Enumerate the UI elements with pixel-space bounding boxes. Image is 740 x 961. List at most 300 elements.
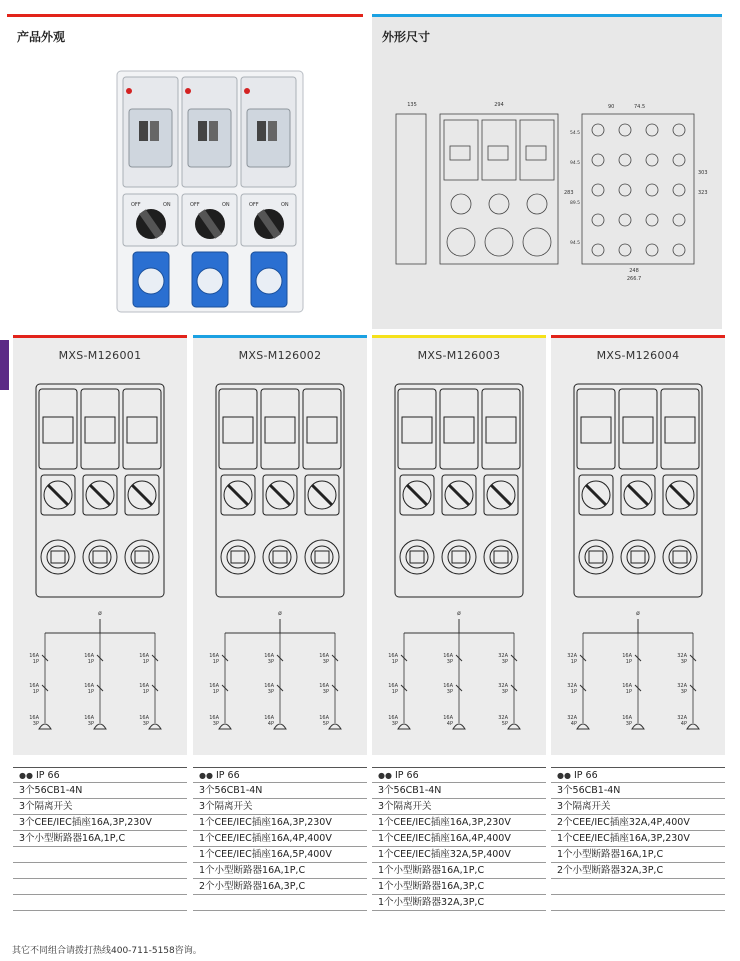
breaker-window	[127, 417, 157, 443]
front-upper-module	[444, 120, 478, 180]
front-upper-module	[482, 120, 516, 180]
breaker-handle	[150, 121, 159, 141]
socket-inner	[669, 546, 691, 568]
spec-row	[551, 783, 725, 799]
pole-label: 1P	[212, 659, 219, 665]
breaker-module	[661, 389, 699, 469]
spec-row	[372, 799, 546, 815]
pole-label: 3P	[680, 689, 687, 695]
back-view	[582, 114, 694, 264]
breaker-module	[219, 389, 257, 469]
spec-row	[13, 895, 187, 911]
indicator-light	[126, 88, 132, 94]
socket-symbol	[632, 724, 644, 729]
switch-knob	[48, 485, 68, 505]
socket-icon	[83, 540, 117, 574]
rating-label: 16A	[84, 683, 94, 689]
knockout-hole	[673, 184, 685, 196]
pole-label: 3P	[32, 721, 39, 727]
knockout-hole	[673, 154, 685, 166]
breaker-window	[43, 417, 73, 443]
socket-icon	[484, 540, 518, 574]
socket-face	[197, 268, 223, 294]
spec-row	[372, 879, 546, 895]
breaker-module	[398, 389, 436, 469]
spec-row	[551, 831, 725, 847]
model-card	[13, 335, 187, 755]
socket-face	[138, 268, 164, 294]
appearance-bar	[7, 14, 363, 17]
pole-label: 1P	[87, 659, 94, 665]
socket-lid	[135, 551, 149, 563]
rating-label: 32A	[677, 683, 687, 689]
spec-text: 1个CEE/IEC插座16A,4P,400V	[199, 833, 332, 844]
spec-text: 1个CEE/IEC插座16A,4P,400V	[378, 833, 511, 844]
spec-text: IP 66	[394, 770, 419, 781]
spec-text: 1个CEE/IEC插座32A,5P,400V	[378, 849, 511, 860]
knockout-hole	[592, 184, 604, 196]
breaker-handle	[139, 121, 148, 141]
model-bar	[193, 335, 367, 338]
spec-row	[193, 799, 367, 815]
spec-row	[551, 799, 725, 815]
spec-text: 3个56CB1-4N	[557, 785, 621, 796]
dimensions-section	[372, 14, 722, 329]
rating-label: 16A	[443, 715, 453, 721]
switch-knob	[270, 485, 290, 505]
front-switch-icon	[489, 194, 509, 214]
spec-text: 2个小型断路器32A,3P,C	[557, 865, 664, 876]
on-label: ON	[281, 202, 289, 208]
spec-text: 1个小型断路器16A,3P,C	[378, 881, 485, 892]
pole-label: 1P	[625, 659, 632, 665]
socket-lid	[452, 551, 466, 563]
spec-row	[193, 831, 367, 847]
socket-symbol	[149, 724, 161, 729]
knockout-hole	[646, 244, 658, 256]
front-upper-module	[520, 120, 554, 180]
knockout-hole	[673, 124, 685, 136]
rating-label: 16A	[319, 715, 329, 721]
spec-row	[551, 815, 725, 831]
pole-label: 1P	[570, 659, 577, 665]
pole-label: 1P	[32, 689, 39, 695]
knockout-hole	[592, 154, 604, 166]
pole-label: 4P	[267, 721, 274, 727]
knockout-hole	[619, 244, 631, 256]
socket-symbol	[687, 724, 699, 729]
switch-knob	[132, 485, 152, 505]
breaker-module	[39, 389, 77, 469]
dim-left-v2: 94.5	[570, 161, 581, 166]
spec-text: IP 66	[35, 770, 60, 781]
pole-label: 3P	[212, 721, 219, 727]
socket-inner	[490, 546, 512, 568]
circuit-diagram	[551, 605, 725, 745]
spec-row	[193, 895, 367, 911]
knockout-hole	[673, 214, 685, 226]
spec-row	[372, 783, 546, 799]
socket-lid	[631, 551, 645, 563]
spec-text: 3个隔离开关	[19, 801, 73, 812]
socket-icon	[305, 540, 339, 574]
rating-label: 16A	[443, 653, 453, 659]
breaker-module	[440, 389, 478, 469]
socket-icon	[125, 540, 159, 574]
circuit-diagram	[372, 605, 546, 745]
socket-symbol	[577, 724, 589, 729]
breaker-module	[81, 389, 119, 469]
spec-row	[193, 783, 367, 799]
breaker-window	[486, 417, 516, 443]
socket-icon	[221, 540, 255, 574]
pole-label: 3P	[267, 659, 274, 665]
breaker-handle	[268, 121, 277, 141]
rating-label: 16A	[139, 715, 149, 721]
socket-icon	[579, 540, 613, 574]
front-window	[488, 146, 508, 160]
socket-inner	[89, 546, 111, 568]
pole-label: 3P	[87, 721, 94, 727]
rating-label: 16A	[622, 683, 632, 689]
socket-icon	[621, 540, 655, 574]
socket-inner	[448, 546, 470, 568]
breaker-handle	[198, 121, 207, 141]
spec-text: 1个小型断路器32A,3P,C	[378, 897, 485, 908]
front-view	[440, 114, 558, 264]
socket-face	[256, 268, 282, 294]
pole-label: 1P	[570, 689, 577, 695]
knockout-hole	[592, 214, 604, 226]
pole-label: 1P	[87, 689, 94, 695]
breaker-window	[444, 417, 474, 443]
socket-lid	[231, 551, 245, 563]
spec-row	[551, 879, 725, 895]
model-bar	[372, 335, 546, 338]
socket-icon	[442, 540, 476, 574]
socket-lid	[589, 551, 603, 563]
supply-symbol: ø	[278, 610, 282, 617]
front-drawing	[215, 383, 345, 598]
rating-label: 16A	[443, 683, 453, 689]
rating-label: 32A	[677, 715, 687, 721]
pole-label: 1P	[391, 659, 398, 665]
spec-row	[551, 847, 725, 863]
spec-text: 3个56CB1-4N	[199, 785, 263, 796]
ip-rating-row	[551, 767, 725, 783]
spec-text: IP 66	[215, 770, 240, 781]
spec-row	[372, 847, 546, 863]
rating-label: 16A	[388, 683, 398, 689]
pole-label: 1P	[625, 689, 632, 695]
off-label: OFF	[190, 202, 200, 208]
front-window	[526, 146, 546, 160]
socket-inner	[585, 546, 607, 568]
rating-label: 16A	[209, 683, 219, 689]
pole-label: 3P	[267, 689, 274, 695]
rating-label: 32A	[677, 653, 687, 659]
front-switch-icon	[451, 194, 471, 214]
pole-label: 1P	[142, 689, 149, 695]
switch-knob	[312, 485, 332, 505]
pole-label: 1P	[32, 659, 39, 665]
water-drop-icon: ●●	[378, 771, 392, 780]
knockout-hole	[646, 184, 658, 196]
breaker-window	[623, 417, 653, 443]
rating-label: 32A	[498, 715, 508, 721]
knockout-hole	[619, 124, 631, 136]
ip-rating-row	[193, 767, 367, 783]
socket-icon	[41, 540, 75, 574]
dim-side-width: 135	[407, 102, 417, 108]
rating-label: 32A	[498, 683, 508, 689]
spec-text: 2个小型断路器16A,3P,C	[199, 881, 306, 892]
switch-knob	[628, 485, 648, 505]
model-title: MXS-M126002	[238, 349, 322, 362]
pole-label: 4P	[680, 721, 687, 727]
spec-text: 2个CEE/IEC插座32A,4P,400V	[557, 817, 690, 828]
model-card	[551, 335, 725, 755]
spec-row	[193, 863, 367, 879]
spec-text: 3个56CB1-4N	[378, 785, 442, 796]
rating-label: 16A	[209, 653, 219, 659]
rating-label: 16A	[388, 715, 398, 721]
breaker-module	[123, 389, 161, 469]
spec-row	[13, 847, 187, 863]
socket-icon	[663, 540, 697, 574]
spec-row	[551, 895, 725, 911]
rating-label: 16A	[139, 653, 149, 659]
dim-right-h2: 323	[698, 190, 708, 196]
socket-inner	[269, 546, 291, 568]
spec-text: 3个小型断路器16A,1P,C	[19, 833, 126, 844]
water-drop-icon: ●●	[19, 771, 33, 780]
rating-label: 16A	[264, 683, 274, 689]
socket-symbol	[398, 724, 410, 729]
pole-label: 3P	[322, 659, 329, 665]
knockout-hole	[673, 244, 685, 256]
socket-lid	[315, 551, 329, 563]
switch-knob	[586, 485, 606, 505]
spec-row	[193, 879, 367, 895]
appearance-heading: 产品外观	[17, 30, 66, 44]
pole-label: 1P	[212, 689, 219, 695]
spec-text: 1个CEE/IEC插座16A,5P,400V	[199, 849, 332, 860]
side-tab	[0, 340, 9, 390]
spec-row	[551, 863, 725, 879]
rating-label: 16A	[319, 653, 329, 659]
pole-label: 5P	[322, 721, 329, 727]
rating-label: 16A	[139, 683, 149, 689]
ip-rating-row	[372, 767, 546, 783]
breaker-module	[261, 389, 299, 469]
breaker-window	[402, 417, 432, 443]
rating-label: 16A	[264, 653, 274, 659]
socket-icon	[263, 540, 297, 574]
spec-row	[372, 863, 546, 879]
dim-left-v1: 54.5	[570, 131, 581, 136]
breaker-window	[85, 417, 115, 443]
pole-label: 1P	[142, 659, 149, 665]
rating-label: 32A	[498, 653, 508, 659]
model-bar	[13, 335, 187, 338]
rating-label: 16A	[29, 715, 39, 721]
circuit-diagram	[13, 605, 187, 745]
spec-text: 1个小型断路器16A,1P,C	[199, 865, 306, 876]
front-drawing	[394, 383, 524, 598]
dim-right-h1: 303	[698, 170, 708, 176]
knockout-hole	[646, 124, 658, 136]
model-card	[193, 335, 367, 755]
model-bar	[551, 335, 725, 338]
supply-symbol: ø	[457, 610, 461, 617]
knockout-hole	[619, 184, 631, 196]
knockout-hole	[646, 154, 658, 166]
socket-icon	[400, 540, 434, 574]
pole-label: 3P	[501, 659, 508, 665]
socket-symbol	[274, 724, 286, 729]
side-view	[396, 114, 426, 264]
switch-knob	[90, 485, 110, 505]
pole-label: 3P	[446, 689, 453, 695]
dimensions-bar	[372, 14, 722, 17]
socket-lid	[93, 551, 107, 563]
switch-knob	[449, 485, 469, 505]
knockout-hole	[646, 214, 658, 226]
dim-back-outer: 266.7	[626, 276, 642, 282]
front-drawing	[35, 383, 165, 598]
spec-text: 1个CEE/IEC插座16A,3P,230V	[557, 833, 690, 844]
breaker-window	[307, 417, 337, 443]
socket-inner	[311, 546, 333, 568]
appearance-section	[7, 14, 363, 329]
front-switch-icon	[527, 194, 547, 214]
rating-label: 16A	[29, 653, 39, 659]
socket-lid	[51, 551, 65, 563]
dim-front-width: 294	[494, 102, 504, 108]
rating-label: 16A	[388, 653, 398, 659]
socket-lid	[273, 551, 287, 563]
rating-label: 16A	[622, 715, 632, 721]
breaker-module	[303, 389, 341, 469]
footer-note: 其它不同组合请拨打热线400-711-5158咨询。	[12, 946, 202, 956]
dim-hole-a: 90	[608, 104, 615, 110]
breaker-module	[619, 389, 657, 469]
supply-symbol: ø	[636, 610, 640, 617]
pole-label: 4P	[570, 721, 577, 727]
spec-table	[13, 767, 187, 911]
breaker-window	[581, 417, 611, 443]
socket-inner	[227, 546, 249, 568]
dimension-drawing	[372, 84, 722, 284]
on-label: ON	[222, 202, 230, 208]
product-photo	[115, 69, 305, 314]
socket-lid	[673, 551, 687, 563]
spec-text: IP 66	[573, 770, 598, 781]
spec-text: 3个隔离开关	[557, 801, 611, 812]
breaker-window	[223, 417, 253, 443]
socket-symbol	[39, 724, 51, 729]
knockout-hole	[619, 154, 631, 166]
pole-label: 4P	[446, 721, 453, 727]
pole-label: 3P	[501, 689, 508, 695]
model-title: MXS-M126001	[58, 349, 142, 362]
rating-label: 16A	[84, 653, 94, 659]
spec-row	[372, 895, 546, 911]
pole-label: 3P	[322, 689, 329, 695]
spec-text: 3个56CB1-4N	[19, 785, 83, 796]
dimensions-heading: 外形尺寸	[382, 30, 431, 44]
pole-label: 3P	[680, 659, 687, 665]
switch-knob	[407, 485, 427, 505]
spec-text: 3个隔离开关	[199, 801, 253, 812]
on-label: ON	[163, 202, 171, 208]
spec-table	[551, 767, 725, 911]
rating-label: 16A	[84, 715, 94, 721]
switch-knob	[491, 485, 511, 505]
rating-label: 16A	[264, 715, 274, 721]
breaker-handle	[209, 121, 218, 141]
front-socket-icon	[485, 228, 513, 256]
indicator-light	[185, 88, 191, 94]
spec-row	[193, 815, 367, 831]
spec-text: 1个CEE/IEC插座16A,3P,230V	[199, 817, 332, 828]
rating-label: 16A	[622, 653, 632, 659]
water-drop-icon: ●●	[557, 771, 571, 780]
circuit-diagram	[193, 605, 367, 745]
dim-left-v3: 89.5	[570, 201, 581, 206]
socket-lid	[494, 551, 508, 563]
water-drop-icon: ●●	[199, 771, 213, 780]
spec-row	[13, 879, 187, 895]
spec-table	[372, 767, 546, 911]
spec-row	[13, 831, 187, 847]
pole-label: 3P	[142, 721, 149, 727]
model-card	[372, 335, 546, 755]
rating-label: 16A	[209, 715, 219, 721]
front-socket-icon	[447, 228, 475, 256]
switch-knob	[670, 485, 690, 505]
indicator-light	[244, 88, 250, 94]
knockout-hole	[592, 124, 604, 136]
spec-row	[372, 831, 546, 847]
pole-label: 1P	[391, 689, 398, 695]
switch-knob	[228, 485, 248, 505]
supply-symbol: ø	[98, 610, 102, 617]
breaker-window	[265, 417, 295, 443]
spec-text: 1个小型断路器16A,1P,C	[378, 865, 485, 876]
front-drawing	[573, 383, 703, 598]
spec-row	[13, 799, 187, 815]
breaker-handle	[257, 121, 266, 141]
breaker-window	[665, 417, 695, 443]
rating-label: 16A	[319, 683, 329, 689]
model-title: MXS-M126004	[596, 349, 680, 362]
rating-label: 32A	[567, 653, 577, 659]
spec-text: 1个CEE/IEC插座16A,3P,230V	[378, 817, 511, 828]
breaker-module	[482, 389, 520, 469]
dim-front-height: 283	[564, 190, 574, 196]
spec-row	[372, 815, 546, 831]
socket-inner	[47, 546, 69, 568]
spec-row	[193, 847, 367, 863]
front-socket-icon	[523, 228, 551, 256]
socket-symbol	[453, 724, 465, 729]
knockout-hole	[592, 244, 604, 256]
dim-back-inner: 248	[629, 268, 639, 274]
spec-row	[13, 783, 187, 799]
socket-inner	[131, 546, 153, 568]
